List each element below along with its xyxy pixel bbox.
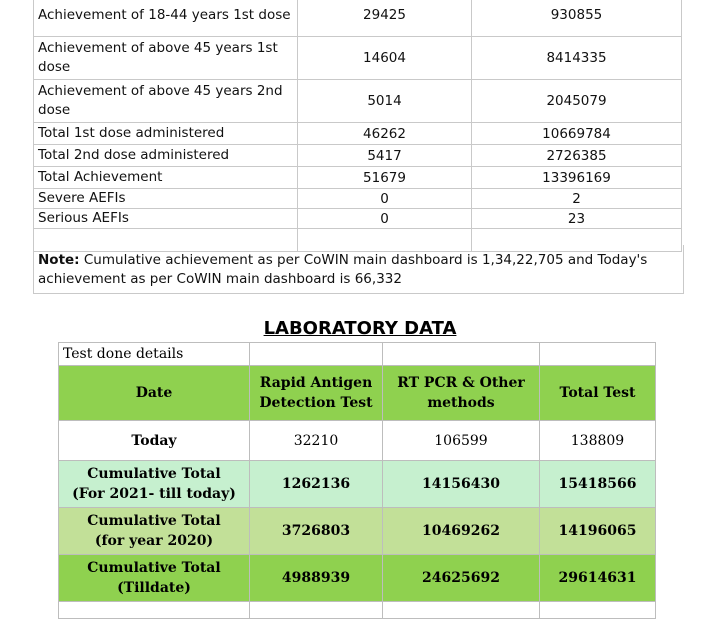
table-row (34, 209, 682, 229)
header-date: Date (59, 366, 250, 421)
rtpcr-value: 24625692 (383, 555, 540, 602)
header-line: Detection Test (259, 395, 373, 411)
row-label: Total 1st dose administered (34, 123, 298, 145)
table-row (34, 0, 682, 37)
row-label-line: Cumulative Total (87, 466, 221, 482)
cumulative-value: 8414335 (472, 37, 682, 80)
row-label: Achievement of above 45 years 1st dose (34, 37, 298, 80)
today-value: 0 (298, 209, 472, 229)
table-row (59, 602, 656, 619)
table-row (59, 508, 656, 555)
empty-cell (250, 343, 383, 366)
total-value: 14196065 (540, 508, 656, 555)
table-row (59, 461, 656, 508)
table-row (34, 37, 682, 80)
header-total-test: Total Test (540, 366, 656, 421)
cumulative-value: 13396169 (472, 167, 682, 189)
header-row (59, 366, 656, 421)
rapid-value: 3726803 (250, 508, 383, 555)
table-row (34, 167, 682, 189)
row-label: Total Achievement (34, 167, 298, 189)
section-label: Test done details (59, 343, 250, 366)
row-label-line: (For 2021- till today) (72, 486, 236, 502)
table-row (59, 343, 656, 366)
row-label: Total 2nd dose administered (34, 145, 298, 167)
row-label-line: Cumulative Total (87, 513, 221, 529)
cumulative-value: 930855 (472, 0, 682, 37)
rtpcr-value: 10469262 (383, 508, 540, 555)
empty-cell (250, 602, 383, 619)
cumulative-value: 2726385 (472, 145, 682, 167)
empty-cell (59, 602, 250, 619)
note-label: Note: (38, 252, 80, 268)
note-text: Cumulative achievement as per CoWIN main dashboard is 1,34,22,705 and Today's achievement as per CoWIN main dashboard is 66,332 (38, 252, 648, 287)
rapid-value: 4988939 (250, 555, 383, 602)
rapid-value: 1262136 (250, 461, 383, 508)
row-label: Serious AEFIs (34, 209, 298, 229)
cumulative-value: 23 (472, 209, 682, 229)
total-value: 138809 (540, 421, 656, 461)
row-label: Achievement of above 45 years 2nd dose (34, 80, 298, 123)
empty-cell (540, 343, 656, 366)
today-value: 51679 (298, 167, 472, 189)
row-label-line: Cumulative Total (87, 560, 221, 576)
row-label-line: (for year 2020) (94, 533, 214, 549)
table-row (59, 421, 656, 461)
today-value: 0 (298, 189, 472, 209)
row-label (59, 508, 250, 555)
table-row (59, 555, 656, 602)
row-label: Achievement of 18-44 years 1st dose (34, 0, 298, 37)
row-label: Today (59, 421, 250, 461)
header-line: Rapid Antigen (259, 375, 373, 391)
laboratory-title: LABORATORY DATA (263, 318, 457, 339)
rapid-value: 32210 (250, 421, 383, 461)
table-row (34, 123, 682, 145)
rtpcr-value: 14156430 (383, 461, 540, 508)
empty-cell (540, 602, 656, 619)
total-value: 29614631 (540, 555, 656, 602)
today-value: 5014 (298, 80, 472, 123)
row-label (59, 461, 250, 508)
cowin-note (33, 245, 684, 294)
laboratory-table (58, 342, 656, 619)
header-rt-pcr (383, 366, 540, 421)
today-value: 14604 (298, 37, 472, 80)
today-value: 46262 (298, 123, 472, 145)
row-label: Severe AEFIs (34, 189, 298, 209)
row-label (59, 555, 250, 602)
cumulative-value: 2 (472, 189, 682, 209)
row-label-line: (Tilldate) (117, 580, 191, 596)
cumulative-value: 10669784 (472, 123, 682, 145)
today-value: 5417 (298, 145, 472, 167)
table-row (34, 189, 682, 209)
total-value: 15418566 (540, 461, 656, 508)
vaccination-table (33, 0, 682, 252)
table-row (34, 80, 682, 123)
empty-cell (383, 343, 540, 366)
header-line: methods (427, 395, 495, 411)
header-line: RT PCR & Other (397, 375, 525, 391)
cumulative-value: 2045079 (472, 80, 682, 123)
rtpcr-value: 106599 (383, 421, 540, 461)
empty-cell (383, 602, 540, 619)
today-value: 29425 (298, 0, 472, 37)
table-row (34, 145, 682, 167)
header-rapid-antigen (250, 366, 383, 421)
